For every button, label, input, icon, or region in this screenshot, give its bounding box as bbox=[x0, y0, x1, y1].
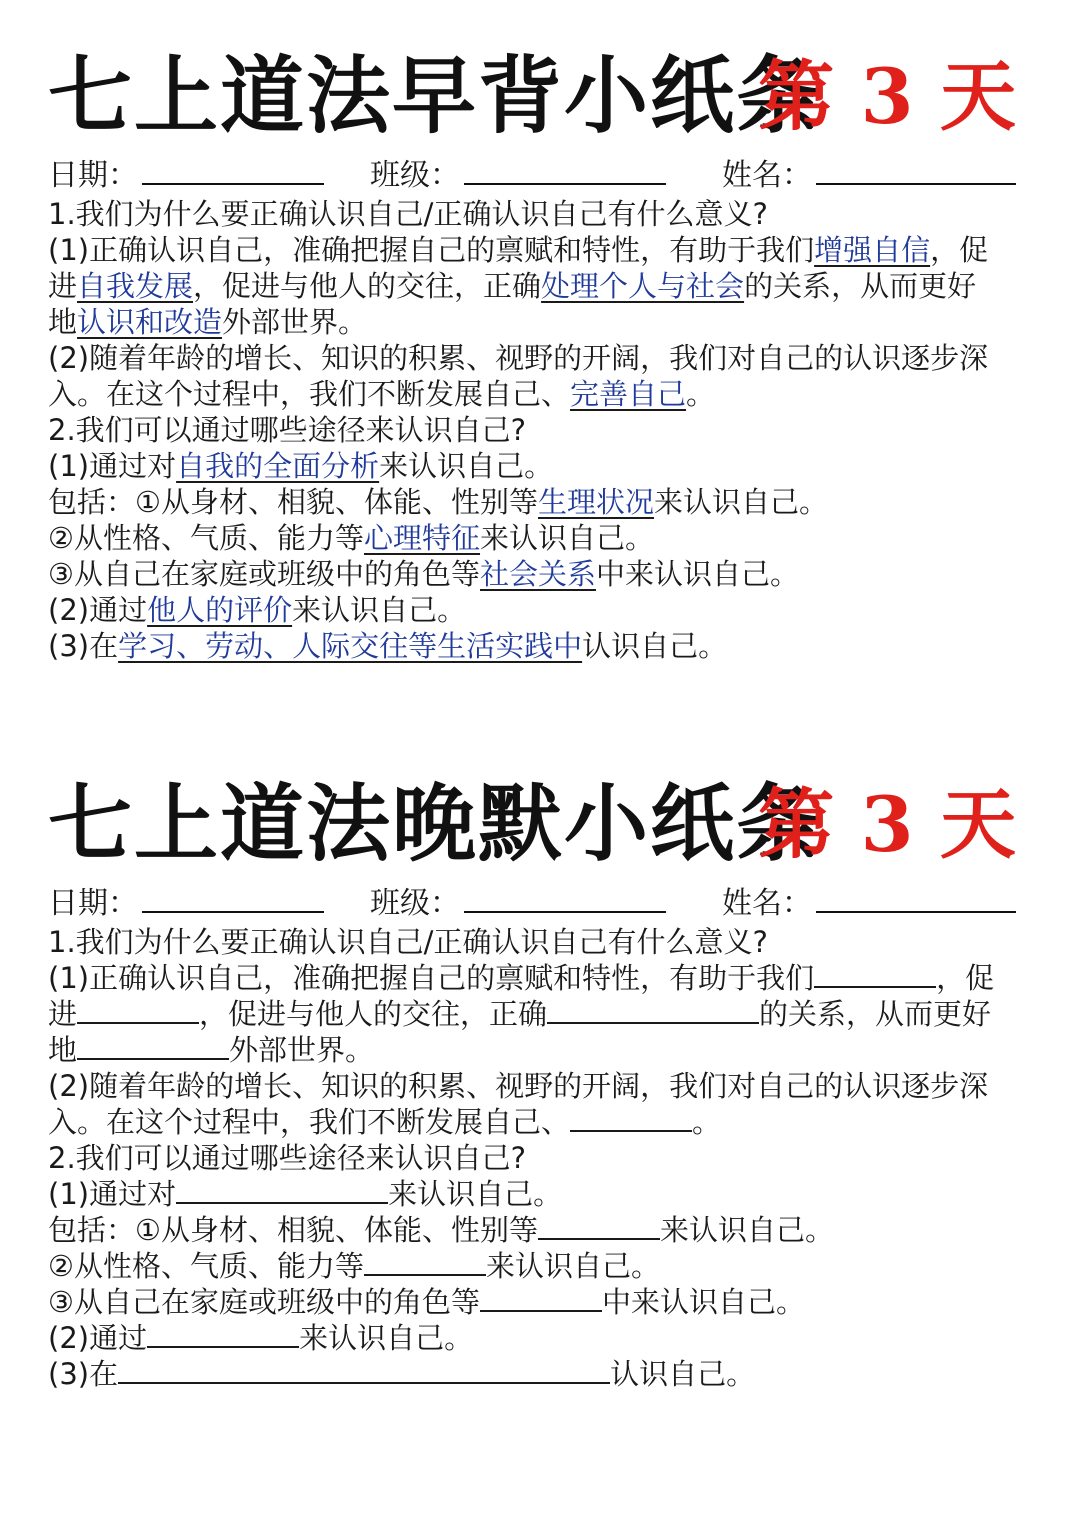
student-info-row bbox=[48, 156, 1038, 196]
answer-1-line-1: (1)正确认识自己，准确把握自己的禀赋和特性，有助于我们增强自信，促 bbox=[48, 233, 989, 267]
way-1-item-1: 包括：①从身材、相貌、体能、性别等 来认识自己。 bbox=[48, 1213, 835, 1247]
date-blank[interactable] bbox=[142, 885, 324, 913]
fill-blank[interactable] bbox=[147, 1320, 299, 1348]
answer-keyword: 自我发展 bbox=[77, 269, 194, 303]
name-label: 姓名： bbox=[722, 158, 812, 193]
question-1: 1.我们为什么要正确认识自己/正确认识自己有什么意义? bbox=[48, 925, 768, 959]
class-blank[interactable] bbox=[464, 885, 666, 913]
name-label: 姓名： bbox=[722, 886, 812, 921]
date-field[interactable] bbox=[48, 884, 324, 924]
way-3: (3)在 认识自己。 bbox=[48, 1357, 756, 1391]
date-label: 日期： bbox=[48, 886, 138, 921]
fill-blank[interactable] bbox=[570, 1104, 692, 1132]
date-blank[interactable] bbox=[142, 157, 324, 185]
sheet-body bbox=[48, 924, 1038, 1392]
date-field[interactable] bbox=[48, 156, 324, 196]
day-label: 第 3 天 bbox=[758, 780, 1016, 869]
fill-blank[interactable] bbox=[77, 996, 199, 1024]
way-1: (1)通过对自我的全面分析来认识自己。 bbox=[48, 449, 554, 483]
way-1-item-2: ②从性格、气质、能力等 来认识自己。 bbox=[48, 1249, 661, 1283]
name-blank[interactable] bbox=[816, 157, 1016, 185]
answer-1-line-1: (1)正确认识自己，准确把握自己的禀赋和特性，有助于我们 ，促 bbox=[48, 961, 995, 995]
name-blank[interactable] bbox=[816, 885, 1016, 913]
way-1-item-3: ③从自己在家庭或班级中的角色等社会关系中来认识自己。 bbox=[48, 557, 800, 591]
way-1-item-3: ③从自己在家庭或班级中的角色等 中来认识自己。 bbox=[48, 1285, 806, 1319]
fill-blank[interactable] bbox=[77, 1032, 229, 1060]
answer-keyword: 生理状况 bbox=[538, 485, 655, 519]
way-1: (1)通过对 来认识自己。 bbox=[48, 1177, 563, 1211]
answer-keyword: 增强自信 bbox=[814, 233, 931, 267]
sheet-body bbox=[48, 196, 1038, 664]
answer-keyword: 社会关系 bbox=[480, 557, 597, 591]
answer-2-line-2: 入。在这个过程中，我们不断发展自己、 。 bbox=[48, 1105, 722, 1139]
answer-2-line-1: (2)随着年龄的增长、知识的积累、视野的开阔，我们对自己的认识逐步深 bbox=[48, 1069, 989, 1103]
name-field[interactable] bbox=[722, 884, 1016, 924]
answer-1-line-3: 地 外部世界。 bbox=[48, 1033, 375, 1067]
answer-2-line-1: (2)随着年龄的增长、知识的积累、视野的开阔，我们对自己的认识逐步深 bbox=[48, 341, 989, 375]
class-blank[interactable] bbox=[464, 157, 666, 185]
date-label: 日期： bbox=[48, 158, 138, 193]
answer-keyword: 完善自己 bbox=[570, 377, 687, 411]
answer-keyword: 他人的评价 bbox=[147, 593, 293, 627]
way-1-item-1: 包括：①从身材、相貌、体能、性别等生理状况来认识自己。 bbox=[48, 485, 829, 519]
answer-keyword: 自我的全面分析 bbox=[176, 449, 380, 483]
answer-keyword: 心理特征 bbox=[364, 521, 481, 555]
answer-keyword: 认识和改造 bbox=[77, 305, 223, 339]
fill-blank[interactable] bbox=[118, 1356, 610, 1384]
fill-blank[interactable] bbox=[176, 1176, 388, 1204]
question-2: 2.我们可以通过哪些途径来认识自己? bbox=[48, 1141, 527, 1175]
class-label: 班级： bbox=[370, 158, 460, 193]
answer-1-line-2: 进 ，促进与他人的交往，正确 的关系，从而更好 bbox=[48, 997, 992, 1031]
question-1: 1.我们为什么要正确认识自己/正确认识自己有什么意义? bbox=[48, 197, 768, 231]
sheet-title: 七上道法晚默小纸条 bbox=[48, 774, 823, 873]
way-1-item-2: ②从性格、气质、能力等心理特征来认识自己。 bbox=[48, 521, 655, 555]
way-2: (2)通过 来认识自己。 bbox=[48, 1321, 474, 1355]
day-label: 第 3 天 bbox=[758, 52, 1016, 141]
fill-blank[interactable] bbox=[364, 1248, 486, 1276]
fill-blank[interactable] bbox=[547, 996, 759, 1024]
fill-blank[interactable] bbox=[814, 960, 936, 988]
way-2: (2)通过他人的评价来认识自己。 bbox=[48, 593, 467, 627]
class-field[interactable] bbox=[370, 156, 666, 196]
class-field[interactable] bbox=[370, 884, 666, 924]
fill-blank[interactable] bbox=[480, 1284, 602, 1312]
answer-2-line-2: 入。在这个过程中，我们不断发展自己、完善自己。 bbox=[48, 377, 716, 411]
answer-keyword: 学习、劳动、人际交往等生活实践中 bbox=[118, 629, 583, 663]
answer-keyword: 处理个人与社会 bbox=[541, 269, 745, 303]
fill-blank[interactable] bbox=[538, 1212, 660, 1240]
class-label: 班级： bbox=[370, 886, 460, 921]
answer-1-line-2: 进自我发展，促进与他人的交往，正确处理个人与社会的关系，从而更好 bbox=[48, 269, 977, 303]
sheet-title: 七上道法早背小纸条 bbox=[48, 46, 823, 145]
name-field[interactable] bbox=[722, 156, 1016, 196]
student-info-row bbox=[48, 884, 1038, 924]
question-2: 2.我们可以通过哪些途径来认识自己? bbox=[48, 413, 527, 447]
answer-1-line-3: 地认识和改造外部世界。 bbox=[48, 305, 368, 339]
way-3: (3)在学习、劳动、人际交往等生活实践中认识自己。 bbox=[48, 629, 728, 663]
